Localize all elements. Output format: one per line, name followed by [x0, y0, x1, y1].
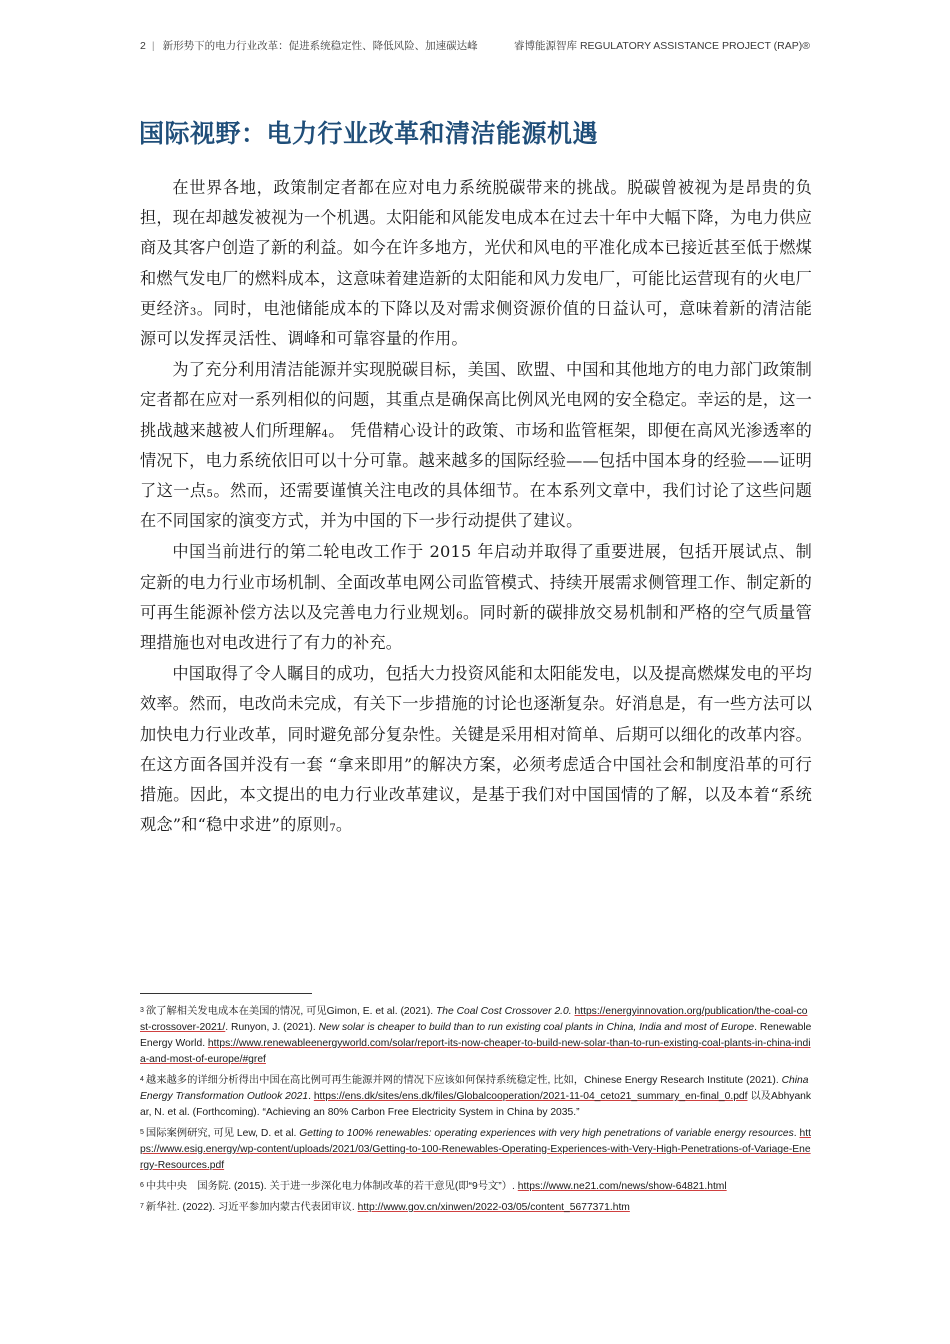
footnote-ref-3[interactable]: 3 [189, 306, 197, 318]
paragraph-2-text-c: 。然而，还需要谨慎关注电改的具体细节。在本系列文章中，我们讨论了这些问题在不同国家的演变方式，并为中国的下一步行动提供了建议。 [140, 481, 812, 531]
footnote-italic-title: The Coal Cost Crossover 2.0. [435, 1006, 572, 1017]
paragraph-3 [140, 537, 812, 658]
footnote-5 [140, 1125, 812, 1174]
footnote-italic-title: Getting to 100% renewables: operating experiences with very high penetrations of variable energy resources [299, 1128, 794, 1139]
paragraph-4 [140, 659, 812, 840]
footnote-link[interactable]: http://www.gov.cn/xinwen/2022-03/05/content_5677371.htm [357, 1202, 630, 1213]
footnote-ref-5[interactable]: 5 [206, 489, 214, 501]
footnote-7 [140, 1199, 812, 1216]
footnotes [140, 1003, 812, 1220]
footnote-text: 中共中央 国务院. (2015). 关于进一步深化电力体制改革的若干意见(即“9号文”）. [145, 1181, 518, 1192]
footnote-text: 以及Abhyankar, N. et al. (Forthcoming). “Achieving an 80% Carbon Free Electricity System in China by 2035.” [140, 1091, 812, 1118]
footnote-6 [140, 1178, 812, 1195]
footnote-4 [140, 1072, 812, 1121]
footnote-italic-title: New solar is cheaper to build than to run existing coal plants in China, India and most of Europe [318, 1022, 755, 1033]
paragraph-1 [140, 173, 812, 354]
footnote-text: 欲了解相关发电成本在美国的情况, 可见Gimon, E. et al. (2021). [145, 1006, 436, 1017]
paragraph-4-text-a: 中国取得了令人瞩目的成功，包括大力投资风能和太阳能发电，以及提高燃煤发电的平均效率。然而，电改尚未完成，有关下一步措施的讨论也逐渐复杂。好消息是，有一些方法可以加快电力行业改革，同时避免部分复杂性。关键是采用相对简单、后期可以细化的改革内容。在这方面各国并没有一套 “拿来即用”的解决方案，必须考虑适合中国社会和制度沿革的可行措施。因此，本文提出的电力行业改革建议，是基于我们对中国国情的了解，以及本着“系统观念”和“稳中求进”的原则 [140, 664, 812, 835]
paragraph-3-text-a: 中国当前进行的第二轮电改工作于 2015 年启动并取得了重要进展，包括开展试点、制定新的电力行业市场机制、全面改革电网公司监管模式、持续开展需求侧管理工作、制定新的可再生能源补偿方法以及完善电力行业规划 [140, 542, 812, 622]
paragraph-3-text-b: 。同时新的碳排放交易机制和严格的空气质量管理措施也对电改进行了有力的补充。 [140, 602, 812, 653]
body-text [140, 173, 812, 840]
footnote-link[interactable]: https://energyinnovation.org/publication/the-coal-cost-crossover-2021/ [140, 1006, 808, 1033]
footnote-ref-6[interactable]: 6 [456, 610, 463, 622]
paragraph-1-text-b: 。同时，电池储能成本的下降以及对需求侧资源价值的日益认可，意味着新的清洁能源可以发挥灵活性、调峰和可靠容量的作用。 [140, 298, 812, 349]
section-title: 国际视野：电力行业改革和清洁能源机遇 [139, 119, 599, 148]
footnote-text: 国际案例研究, 可见 Lew, D. et al. [145, 1128, 300, 1139]
page-number: 2 [140, 40, 146, 52]
footnote-text: 新华社. (2022). 习近平参加内蒙古代表团审议. [145, 1202, 358, 1213]
footnote-ref-7[interactable]: 7 [329, 823, 336, 835]
footnote-italic-title: China Energy Transformation Outlook 2021 [140, 1075, 809, 1102]
paragraph-2-text-b: 。 凭借精心设计的政策、市场和监管框架，即便在高风光渗透率的情况下，电力系统依旧可以十分可靠。越来越多的国际经验——包括中国本身的经验——证明了这一点 [140, 420, 812, 501]
footnote-link[interactable]: https://www.ne21.com/news/show-64821.html [517, 1181, 727, 1192]
footnote-link[interactable]: https://www.renewableenergyworld.com/solar/report-its-now-cheaper-to-build-new-solar-than-to-run-existing-coal-plants-in-china-india-and-most-of-europe/#gref [140, 1038, 811, 1065]
publisher-name: 睿博能源智库 REGULATORY ASSISTANCE PROJECT (RAP)® [514, 40, 810, 52]
footnote-3 [140, 1003, 812, 1068]
header-left [140, 38, 478, 53]
paragraph-1-text-a: 在世界各地，政策制定者都在应对电力系统脱碳带来的挑战。脱碳曾被视为是昂贵的负担，现在却越发被视为一个机遇。太阳能和风能发电成本在过去十年中大幅下降，为电力供应商及其客户创造了新的利益。如今在许多地方，光伏和风电的平准化成本已接近甚至低于燃煤和燃气发电厂的燃料成本，这意味着建造新的太阳能和风力发电厂，可能比运营现有的火电厂更经济 [140, 178, 812, 318]
footnote-number: 7 [140, 1203, 144, 1210]
paragraph-2 [140, 355, 812, 536]
footnote-ref-4[interactable]: 4 [321, 428, 329, 440]
footnote-link[interactable]: https://www.esig.energy/wp-content/uploads/2021/03/Getting-to-100-Renewables-Operating-Experiences-with-Very-High-Penetrations-of-Variage-Energy-Resources.pdf [140, 1128, 811, 1171]
paragraph-4-text-b: 。 [335, 815, 353, 835]
footnote-number: 6 [140, 1182, 144, 1189]
footnote-link[interactable]: https://ens.dk/sites/ens.dk/files/Globalcooperation/2021-11-04_ceto21_summary_en-final_0.pdf [313, 1091, 748, 1102]
footnote-text: 越来越多的详细分析得出中国在高比例可再生能源并网的情况下应该如何保持系统稳定性, 比如，Chinese Energy Research Institute (2021). [145, 1075, 782, 1086]
footnote-text: . [308, 1091, 314, 1102]
footnote-text: . [793, 1128, 800, 1139]
header-separator: | [151, 40, 155, 52]
page-header [140, 38, 810, 54]
series-title: 新形势下的电力行业改革：促进系统稳定性、降低风险、加速碳达峰 [162, 40, 478, 52]
paragraph-2-text-a: 为了充分利用清洁能源并实现脱碳目标，美国、欧盟、中国和其他地方的电力部门政策制定者都在应对一系列相似的问题，其重点是确保高比例风光电网的安全稳定。幸运的是，这一挑战越来越被人们所理解 [140, 360, 812, 440]
footnote-divider [140, 993, 312, 994]
footnote-number: 5 [140, 1129, 144, 1136]
footnote-text: . Runyon, J. (2021). [225, 1022, 319, 1033]
footnote-number: 4 [140, 1076, 144, 1083]
footnote-text: . Renewable Energy World. [140, 1022, 812, 1049]
footnote-number: 3 [140, 1007, 144, 1014]
